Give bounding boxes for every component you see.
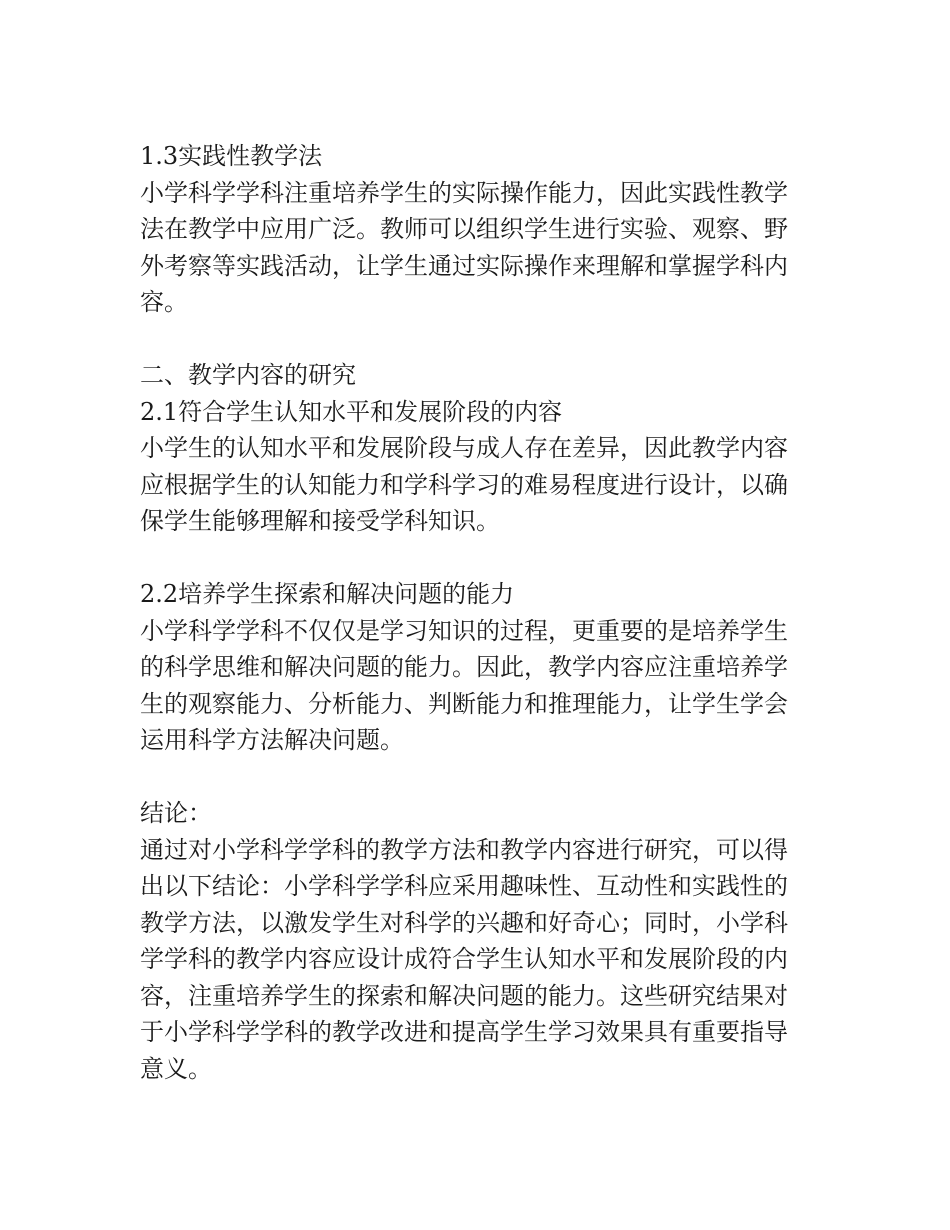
chapter-heading: 二、教学内容的研究 <box>140 361 356 389</box>
document-body <box>140 138 812 1087</box>
paragraph-line: 容，注重培养学生的探索和解决问题的能力。这些研究结果对 <box>140 981 788 1010</box>
paragraph <box>140 175 812 321</box>
paragraph-line: 应根据学生的认知能力和学科学习的难易程度进行设计，以确 <box>140 470 788 499</box>
paragraph-line: 生的观察能力、分析能力、判断能力和推理能力，让学生学会 <box>140 689 788 718</box>
section-practical-teaching <box>140 138 812 321</box>
paragraph-line: 小学科学学科不仅仅是学习知识的过程，更重要的是培养学生 <box>140 616 788 645</box>
paragraph-line: 学学科的教学内容应设计成符合学生认知水平和发展阶段的内 <box>140 945 788 973</box>
paragraph-line: 出以下结论：小学科学学科应采用趣味性、互动性和实践性的 <box>140 872 788 900</box>
conclusion-heading: 结论： <box>140 799 212 827</box>
section-heading: 1.3实践性教学法 <box>140 142 323 170</box>
spacer <box>140 759 812 796</box>
paragraph-line: 教学方法，以激发学生对科学的兴趣和好奇心；同时，小学科 <box>140 908 788 937</box>
paragraph-line: 意义。 <box>140 1054 212 1083</box>
paragraph-line: 法在教学中应用广泛。教师可以组织学生进行实验、观察、野 <box>140 215 788 243</box>
paragraph-line: 小学科学学科注重培养学生的实际操作能力，因此实践性教学 <box>140 178 788 207</box>
spacer <box>140 540 812 577</box>
paragraph-line: 小学生的认知水平和发展阶段与成人存在差异，因此教学内容 <box>140 434 788 462</box>
paragraph-line: 于小学科学学科的教学改进和提高学生学习效果具有重要指导 <box>140 1018 788 1046</box>
section-problem-solving <box>140 576 812 759</box>
paragraph-line: 运用科学方法解决问题。 <box>140 726 404 754</box>
paragraph <box>140 832 812 1088</box>
section-conclusion <box>140 795 812 1087</box>
section-teaching-content <box>140 357 812 540</box>
section-heading: 2.1符合学生认知水平和发展阶段的内容 <box>140 397 563 426</box>
paragraph-line: 容。 <box>140 288 188 316</box>
spacer <box>140 321 812 358</box>
paragraph-line: 的科学思维和解决问题的能力。因此，教学内容应注重培养学 <box>140 653 788 681</box>
paragraph-line: 保学生能够理解和接受学科知识。 <box>140 507 500 535</box>
paragraph-line: 通过对小学科学学科的教学方法和教学内容进行研究，可以得 <box>140 835 788 864</box>
paragraph-line: 外考察等实践活动，让学生通过实际操作来理解和掌握学科内 <box>140 251 788 280</box>
paragraph <box>140 430 812 540</box>
paragraph <box>140 613 812 759</box>
section-heading: 2.2培养学生探索和解决问题的能力 <box>140 580 515 608</box>
